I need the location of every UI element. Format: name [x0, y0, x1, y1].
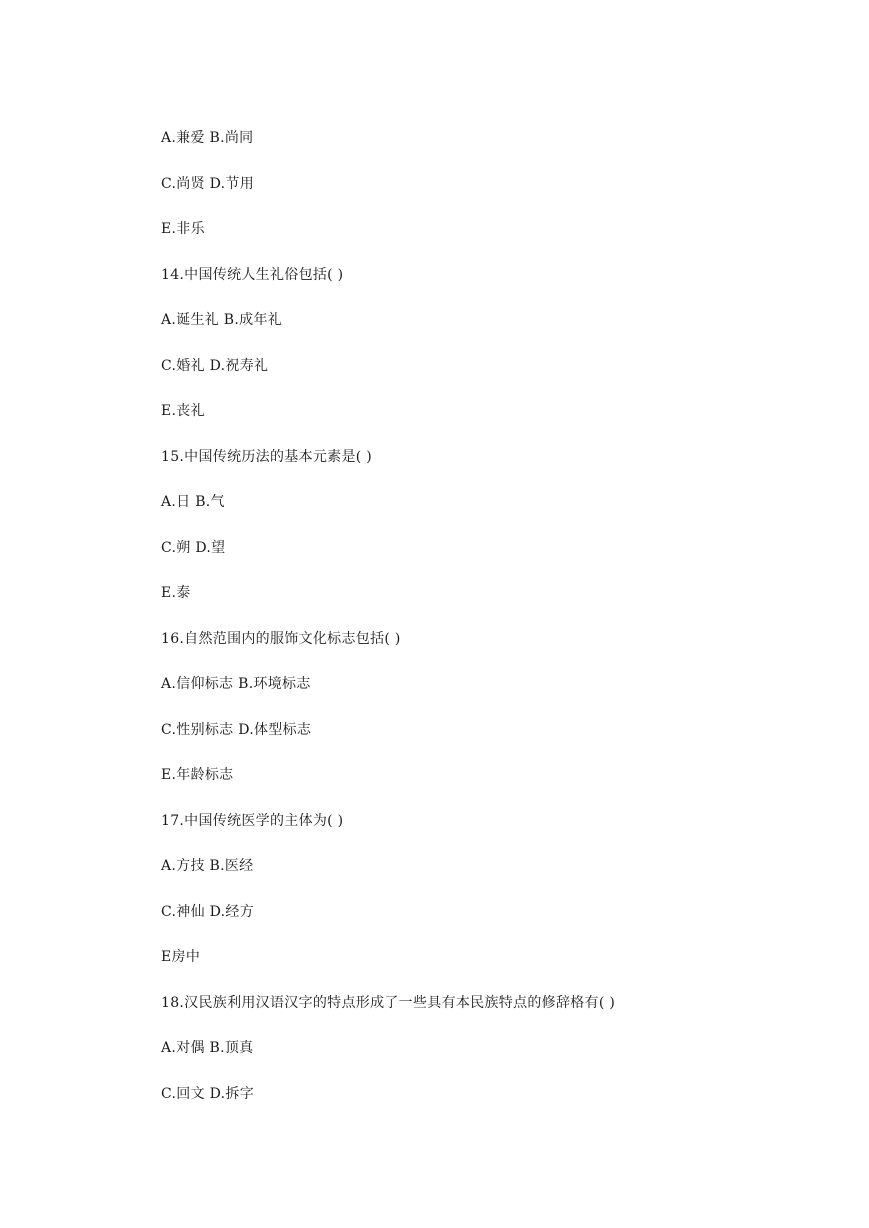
option-line: C.婚礼 D.祝寿礼	[161, 357, 269, 374]
option-line: E.年龄标志	[161, 767, 234, 783]
option-line: C.回文 D.拆字	[161, 1085, 254, 1102]
question-17: 17.中国传统医学的主体为( )	[161, 812, 344, 829]
option-line: C.性别标志 D.体型标志	[161, 721, 312, 738]
option-line: E.非乐	[161, 221, 205, 237]
question-18: 18.汉民族利用汉语汉字的特点形成了一些具有本民族特点的修辞格有( )	[161, 994, 616, 1011]
question-15: 15.中国传统历法的基本元素是( )	[161, 448, 373, 465]
option-line: E.丧礼	[161, 403, 205, 419]
option-line: A.方技 B.医经	[161, 858, 254, 874]
option-line: A.对偶 B.顶真	[161, 1040, 254, 1056]
question-16: 16.自然范围内的服饰文化标志包括( )	[161, 630, 401, 647]
option-line: E.泰	[161, 585, 191, 601]
option-line: A.信仰标志 B.环境标志	[161, 676, 311, 692]
option-line: C.朔 D.望	[161, 539, 226, 556]
question-list	[161, 129, 615, 1130]
option-line: A.日 B.气	[161, 494, 225, 510]
option-line: E房中	[161, 949, 201, 965]
option-line: C.尚贤 D.节用	[161, 175, 254, 192]
option-line: A.诞生礼 B.成年礼	[161, 312, 283, 328]
option-line: C.神仙 D.经方	[161, 903, 254, 920]
question-14: 14.中国传统人生礼俗包括( )	[161, 266, 344, 283]
option-line: A.兼爱 B.尚同	[161, 130, 254, 146]
